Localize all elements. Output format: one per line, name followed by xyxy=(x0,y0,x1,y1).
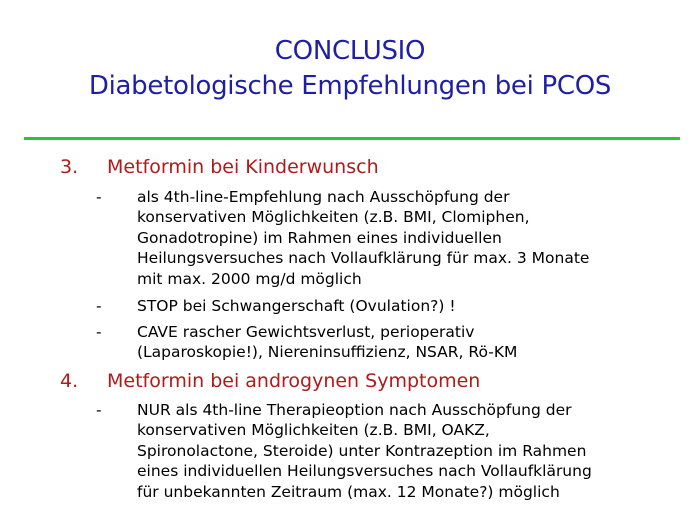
text-line: Gonadotropine) im Rahmen eines individuellen xyxy=(137,228,502,247)
text-line: CAVE rascher Gewichtsverlust, perioperativ xyxy=(137,323,475,341)
text-line: NUR als 4th-line Therapieoption nach Ausschöpfung der xyxy=(137,401,572,419)
dash-bullet: - xyxy=(96,323,102,341)
title-line-2: Diabetologische Empfehlungen bei PCOS xyxy=(88,71,612,101)
sub-item-text xyxy=(137,400,677,502)
text-line: mit max. 2000 mg/d möglich xyxy=(137,269,362,288)
sub-item-text xyxy=(137,187,677,289)
divider-line xyxy=(24,137,680,140)
text-line: als 4th-line-Empfehlung nach Ausschöpfung der xyxy=(137,188,510,206)
title-line-1: CONCLUSIO xyxy=(274,36,426,66)
point-number: 3. xyxy=(60,156,79,178)
text-line: Heilungsversuches nach Vollaufklärung für max. 3 Monate xyxy=(137,249,590,268)
point-heading: Metformin bei Kinderwunsch xyxy=(107,156,379,178)
text-line: konservativen Möglichkeiten (z.B. BMI, OAKZ, xyxy=(137,421,490,440)
dash-bullet: - xyxy=(96,188,102,206)
text-line: für unbekannten Zeitraum (max. 12 Monate?) möglich xyxy=(137,482,560,501)
dash-bullet: - xyxy=(96,297,102,315)
slide-title xyxy=(0,34,700,104)
text-line: konservativen Möglichkeiten (z.B. BMI, Clomiphen, xyxy=(137,208,530,227)
dash-bullet: - xyxy=(96,401,102,419)
text-line: (Laparoskopie!), Niereninsuffizienz, NSAR, Rö-KM xyxy=(137,343,518,362)
text-line: Spironolactone, Steroide) unter Kontrazeption im Rahmen xyxy=(137,441,587,460)
sub-item-text xyxy=(137,296,677,316)
point-number: 4. xyxy=(60,370,79,392)
sub-item-text xyxy=(137,322,677,363)
text-line: eines individuellen Heilungsversuches nach Vollaufklärung xyxy=(137,462,592,481)
text-line: STOP bei Schwangerschaft (Ovulation?) ! xyxy=(137,297,456,315)
point-heading: Metformin bei androgynen Symptomen xyxy=(107,370,481,392)
